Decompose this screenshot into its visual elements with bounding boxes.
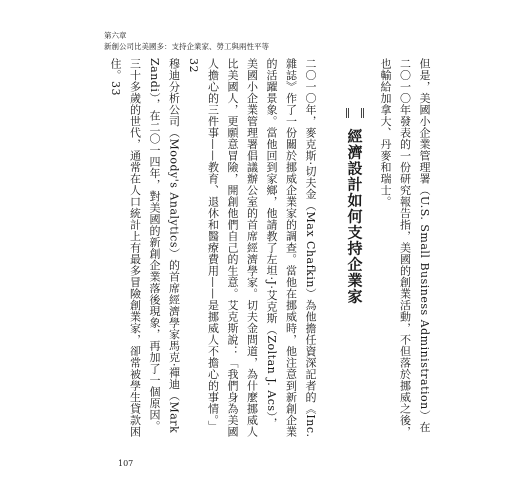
page-body — [104, 58, 434, 438]
heading-mark-icon — [346, 108, 364, 118]
running-header — [104, 30, 269, 52]
paragraph-2: 二〇一〇年，麥克斯·切夫金（Max Chafkin）為他擔任資深記者的《Inc. 雜誌》作了一份關於挪威企業家的調查。當他在挪威時，他注意到新創企業的活躍景象。當他回到家鄉，他請教了左坦·J·艾克斯（Zoltan J. Acs），美國小企業管理署倡議辦公室的首席經濟學家。切夫金問道，為什麼挪威人比美國人，更願意冒險，開創他們自己的生意。艾克斯說：「我們身為美國人擔心的三件事——教育、退休和醫療費用——是挪威人不擔心的事情。」32 — [187, 58, 317, 438]
chapter-subtitle: 新創公司比美國多：支持企業家、勞工與兩性平等 — [104, 42, 269, 51]
section-heading-text: 經濟設計如何支持企業家 — [345, 128, 364, 305]
chapter-label: 第六章 — [104, 31, 127, 40]
section-heading — [344, 58, 364, 438]
paragraph-1: 但是，美國小企業管理署（U.S. Small Business Administration）在二〇一〇年發表的一份研究報告指，美國的創業活動，不但落於挪威之後，也輸給加拿大、丹麥和瑞士。 — [379, 58, 431, 438]
paragraph-3: 穆迪分析公司（Moody's Analytics）的首席經濟學家馬克·禪迪（Mark Zandi），在二〇一四年，對美國的新創企業落後現象，再加了一個原因。三十多歲的世代，通常在人口統計上有最多冒險創業家，卻常被學生貸款困住。33 — [109, 58, 181, 438]
page-number: 107 — [118, 459, 134, 468]
